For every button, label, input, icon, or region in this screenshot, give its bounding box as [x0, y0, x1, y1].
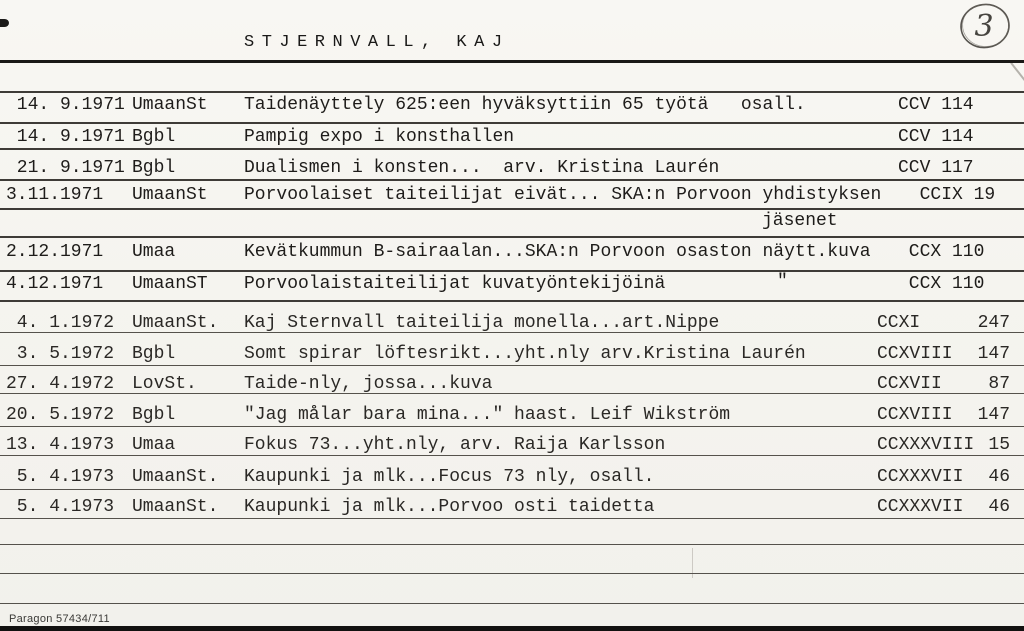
page-title: STJERNVALL, KAJ — [244, 33, 510, 52]
ruled-line — [0, 544, 1024, 545]
description-cell: Taidenäyttely 625:een hyväksyttiin 65 työtä osall. — [244, 95, 806, 115]
table-row — [0, 127, 1024, 147]
ruled-line — [0, 489, 1024, 490]
reference-cell: CCV 114 — [898, 127, 974, 147]
description-cell: Kaupunki ja mlk...Focus 73 nly, osall. — [244, 467, 655, 487]
ruled-line — [0, 148, 1024, 150]
ruled-line — [0, 270, 1024, 272]
table-row — [0, 95, 1024, 115]
source-cell: Bgbl — [132, 405, 176, 425]
reference-cell: CCX 110 — [898, 274, 985, 294]
ruled-line — [0, 122, 1024, 124]
source-cell: UmaanSt. — [132, 497, 219, 517]
table-row — [0, 344, 1024, 364]
page-cell: 147 — [977, 405, 1010, 425]
reference-cell: CCXXXVIII — [877, 435, 975, 455]
scan-scratch-mark — [1010, 62, 1024, 84]
table-row — [0, 242, 1024, 262]
source-cell: Bgbl — [132, 158, 176, 178]
source-cell: Umaa — [132, 435, 176, 455]
reference-cell: CCXVIII — [877, 344, 953, 364]
source-cell: Bgbl — [132, 127, 176, 147]
table-row — [0, 374, 1024, 394]
description-cell: Porvoolaistaiteilijat kuvatyöntekijöinä — [244, 274, 666, 294]
date-cell: 4.12.1971 — [6, 274, 104, 294]
date-cell: 14. 9.1971 — [6, 95, 125, 115]
description-cell: Fokus 73...yht.nly, arv. Raija Karlsson — [244, 435, 666, 455]
reference-cell: CCXXXVII — [877, 497, 964, 517]
page-cell: 87 — [988, 374, 1010, 394]
source-cell: UmaanSt. — [132, 467, 219, 487]
reference-cell: CCX 110 — [898, 242, 985, 262]
description-continuation: jäsenet — [762, 211, 838, 231]
description-cell: Taide-nly, jossa...kuva — [244, 374, 493, 394]
description-cell: "Jag målar bara mina..." haast. Leif Wikström — [244, 405, 731, 425]
ruled-line — [0, 300, 1024, 302]
date-cell: 3.11.1971 — [6, 185, 104, 205]
description-cell: Dualismen i konsten... arv. Kristina Laurén — [244, 158, 720, 178]
page-cell: 147 — [977, 344, 1010, 364]
page-cell: 46 — [988, 497, 1010, 517]
table-row — [0, 497, 1024, 517]
date-cell: 4. 1.1972 — [6, 313, 115, 333]
page-cell: 46 — [988, 467, 1010, 487]
description-cell: Somt spirar löftesrikt...yht.nly arv.Kristina Laurén — [244, 344, 806, 364]
source-cell: UmaanSt — [132, 185, 208, 205]
date-cell: 2.12.1971 — [6, 242, 104, 262]
date-cell: 27. 4.1972 — [6, 374, 115, 394]
handwritten-page-number — [958, 2, 1014, 50]
source-cell: UmaanSt. — [132, 313, 219, 333]
page-number-text: 3 — [974, 9, 994, 44]
date-cell: 3. 5.1972 — [6, 344, 115, 364]
description-cell: Kaj Sternvall taiteilija monella...art.Nippe — [244, 313, 720, 333]
date-cell: 13. 4.1973 — [6, 435, 115, 455]
ruled-line — [0, 365, 1024, 366]
source-cell: Umaa — [132, 242, 176, 262]
table-row — [0, 274, 1024, 294]
date-cell: 5. 4.1973 — [6, 497, 115, 517]
table-row — [0, 185, 1024, 231]
scan-artifact-mark — [0, 19, 9, 27]
description-cell: Kevätkummun B-sairaalan...SKA:n Porvoon osaston näytt.kuva — [244, 242, 871, 262]
table-row — [0, 435, 1024, 455]
description-cell: Porvoolaiset taiteilijat eivät... SKA:n Porvoon yhdistyksen — [244, 185, 882, 205]
ruled-line — [0, 91, 1024, 93]
ruled-line — [0, 208, 1024, 210]
source-cell: UmaanSt — [132, 95, 208, 115]
ruled-line — [0, 573, 1024, 574]
reference-cell: CCXI — [877, 313, 921, 333]
description-cell: Kaupunki ja mlk...Porvoo osti taidetta — [244, 497, 655, 517]
page-cell: 247 — [977, 313, 1010, 333]
table-row — [0, 405, 1024, 425]
description-cell: Pampig expo i konsthallen — [244, 127, 515, 147]
reference-cell: CCV 117 — [898, 158, 974, 178]
date-cell: 20. 5.1972 — [6, 405, 115, 425]
ruled-line — [0, 455, 1024, 456]
source-cell: Bgbl — [132, 344, 176, 364]
reference-cell: CCV 114 — [898, 95, 974, 115]
reference-cell: CCXVIII — [877, 405, 953, 425]
header-rule — [0, 60, 1024, 63]
reference-cell: CCIX 19 — [898, 185, 996, 205]
printer-imprint: Paragon 57434/711 — [9, 613, 110, 625]
reference-cell: CCXVII — [877, 374, 942, 394]
date-cell: 21. 9.1971 — [6, 158, 125, 178]
ruled-line — [0, 236, 1024, 238]
ruled-line — [0, 603, 1024, 604]
table-row — [0, 313, 1024, 333]
table-row — [0, 467, 1024, 487]
ditto-mark: " — [777, 272, 788, 292]
source-cell: UmaanST — [132, 274, 208, 294]
reference-cell: CCXXXVII — [877, 467, 964, 487]
ruled-line — [0, 179, 1024, 181]
scan-edge-bar — [0, 626, 1024, 631]
date-cell: 5. 4.1973 — [6, 467, 115, 487]
source-cell: LovSt. — [132, 374, 197, 394]
page-cell: 15 — [988, 435, 1010, 455]
table-row — [0, 158, 1024, 178]
ruled-line — [0, 518, 1024, 519]
ruled-line — [0, 426, 1024, 427]
date-cell: 14. 9.1971 — [6, 127, 125, 147]
